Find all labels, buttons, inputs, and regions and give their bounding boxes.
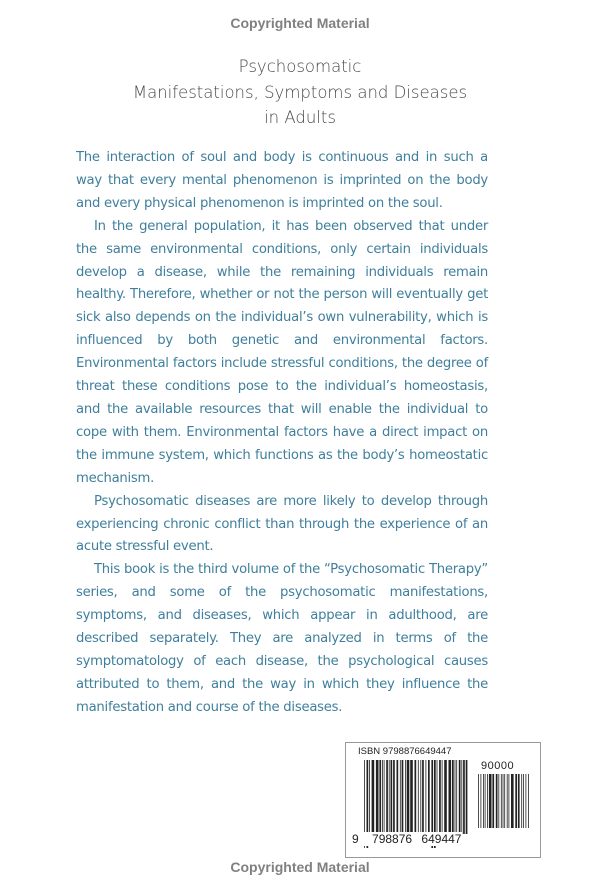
barcode-bar — [442, 760, 443, 834]
barcode-bar — [426, 760, 427, 834]
barcode-bar — [523, 774, 524, 828]
digit-group-1: 798876 — [372, 832, 413, 846]
paragraph-1: The interaction of soul and body is continuous and in such a way that every mental phenomenon is imprinted on the body and every physical phenomenon is imprinted on the soul. — [76, 150, 488, 211]
barcode-bar — [466, 760, 468, 834]
isbn-barcode — [345, 742, 541, 858]
paragraph-3: Psychosomatic diseases are more likely to develop through experiencing chronic conflict than through the experience of an acute stressful event. — [76, 493, 488, 555]
barcode-bar — [405, 760, 406, 834]
barcode-bar — [391, 760, 393, 834]
barcode-bar — [483, 774, 484, 828]
barcode-bar — [489, 774, 492, 828]
barcode-bar — [422, 760, 424, 834]
barcode-bar — [418, 760, 419, 834]
blurb-text — [76, 147, 488, 720]
barcode-bar — [449, 760, 452, 834]
barcode-bar — [518, 774, 520, 828]
barcode-bar — [501, 774, 502, 828]
barcode-bar — [503, 774, 504, 828]
barcode-bar — [407, 760, 410, 834]
digit-first: 9 — [352, 832, 359, 846]
barcode-bar — [485, 774, 486, 828]
barcode-bar — [487, 774, 488, 828]
barcode-bar — [389, 760, 390, 834]
barcode-bar — [376, 760, 379, 834]
barcode-bar — [372, 760, 375, 834]
barcode-bar — [463, 760, 465, 834]
barcode-bar — [511, 774, 514, 828]
barcode-bar — [415, 760, 417, 834]
barcode-bar — [456, 760, 457, 834]
barcode-bar — [521, 774, 522, 828]
barcode-digits — [351, 832, 462, 846]
barcode-bar — [400, 760, 401, 834]
title-line-2: Manifestations, Symptoms and Diseases — [132, 82, 468, 102]
digit-group-2: 649447 — [421, 832, 462, 846]
barcode-bar — [459, 760, 461, 834]
barcode-bar — [528, 774, 529, 828]
barcode-bar — [452, 760, 454, 834]
paragraph-4: This book is the third volume of the “Psychosomatic Therapy” series, and some of the psychosomatic manifestations, symptoms, and diseases, which appear in adulthood, are described separately. They are analyzed in terms of the symptomatology of each disease, the psychological causes attributed to them, and the way in which they influence the manifestation and course of the diseases. — [76, 562, 488, 715]
barcode-bar — [369, 760, 370, 834]
barcode-bar — [437, 760, 438, 834]
barcode-bar — [428, 760, 430, 834]
book-title — [0, 54, 600, 131]
copyright-watermark-top: Copyrighted Material — [230, 15, 370, 31]
barcode-bar — [496, 774, 498, 828]
barcode-bar — [455, 760, 456, 834]
isbn-label: ISBN 9798876649447 — [358, 746, 452, 757]
barcode-bar — [410, 760, 413, 834]
barcode-bar — [420, 760, 421, 834]
barcode-bar — [402, 760, 404, 834]
barcode-bar — [461, 760, 462, 834]
barcode-bar — [504, 774, 505, 828]
barcode-bar — [509, 774, 510, 828]
barcode-bar — [382, 760, 383, 834]
barcode-bar — [393, 760, 395, 834]
barcode-bar — [481, 774, 482, 828]
title-line-1: Psychosomatic — [238, 57, 362, 76]
barcode-bar — [507, 774, 508, 828]
barcode-bar — [515, 774, 517, 828]
barcode-bar — [439, 760, 441, 834]
barcode-bar — [478, 774, 479, 828]
copyright-watermark-bottom: Copyrighted Material — [230, 859, 370, 875]
title-line-3: in Adults — [264, 108, 336, 127]
addon-barcode-bars — [478, 774, 530, 842]
barcode-bar — [379, 760, 381, 834]
barcode-bar — [526, 774, 527, 828]
barcode-bar — [384, 760, 385, 834]
barcode-bar — [386, 760, 388, 834]
barcode-bar — [492, 774, 494, 828]
barcode-bar — [444, 760, 447, 834]
barcode-bar — [498, 774, 499, 828]
paragraph-2: In the general population, it has been observed that under the same environmental conditions, only certain individuals develop a disease, while the remaining individuals remain healthy. Therefore, whether or not the person will eventually get sick also depends on the individual’s own vulnerability, which is influenced by both genetic and environmental factors. Environmental factors include stressful conditions, the degree of threat these conditions pose to the individual’s homeostasis, and the available resources that will enable the individual to cope with them. Environmental factors have a direct impact on the immune system, which functions as the body’s homeostatic mechanism. — [76, 218, 488, 486]
barcode-bar — [397, 760, 399, 834]
addon-label: 90000 — [481, 760, 515, 772]
